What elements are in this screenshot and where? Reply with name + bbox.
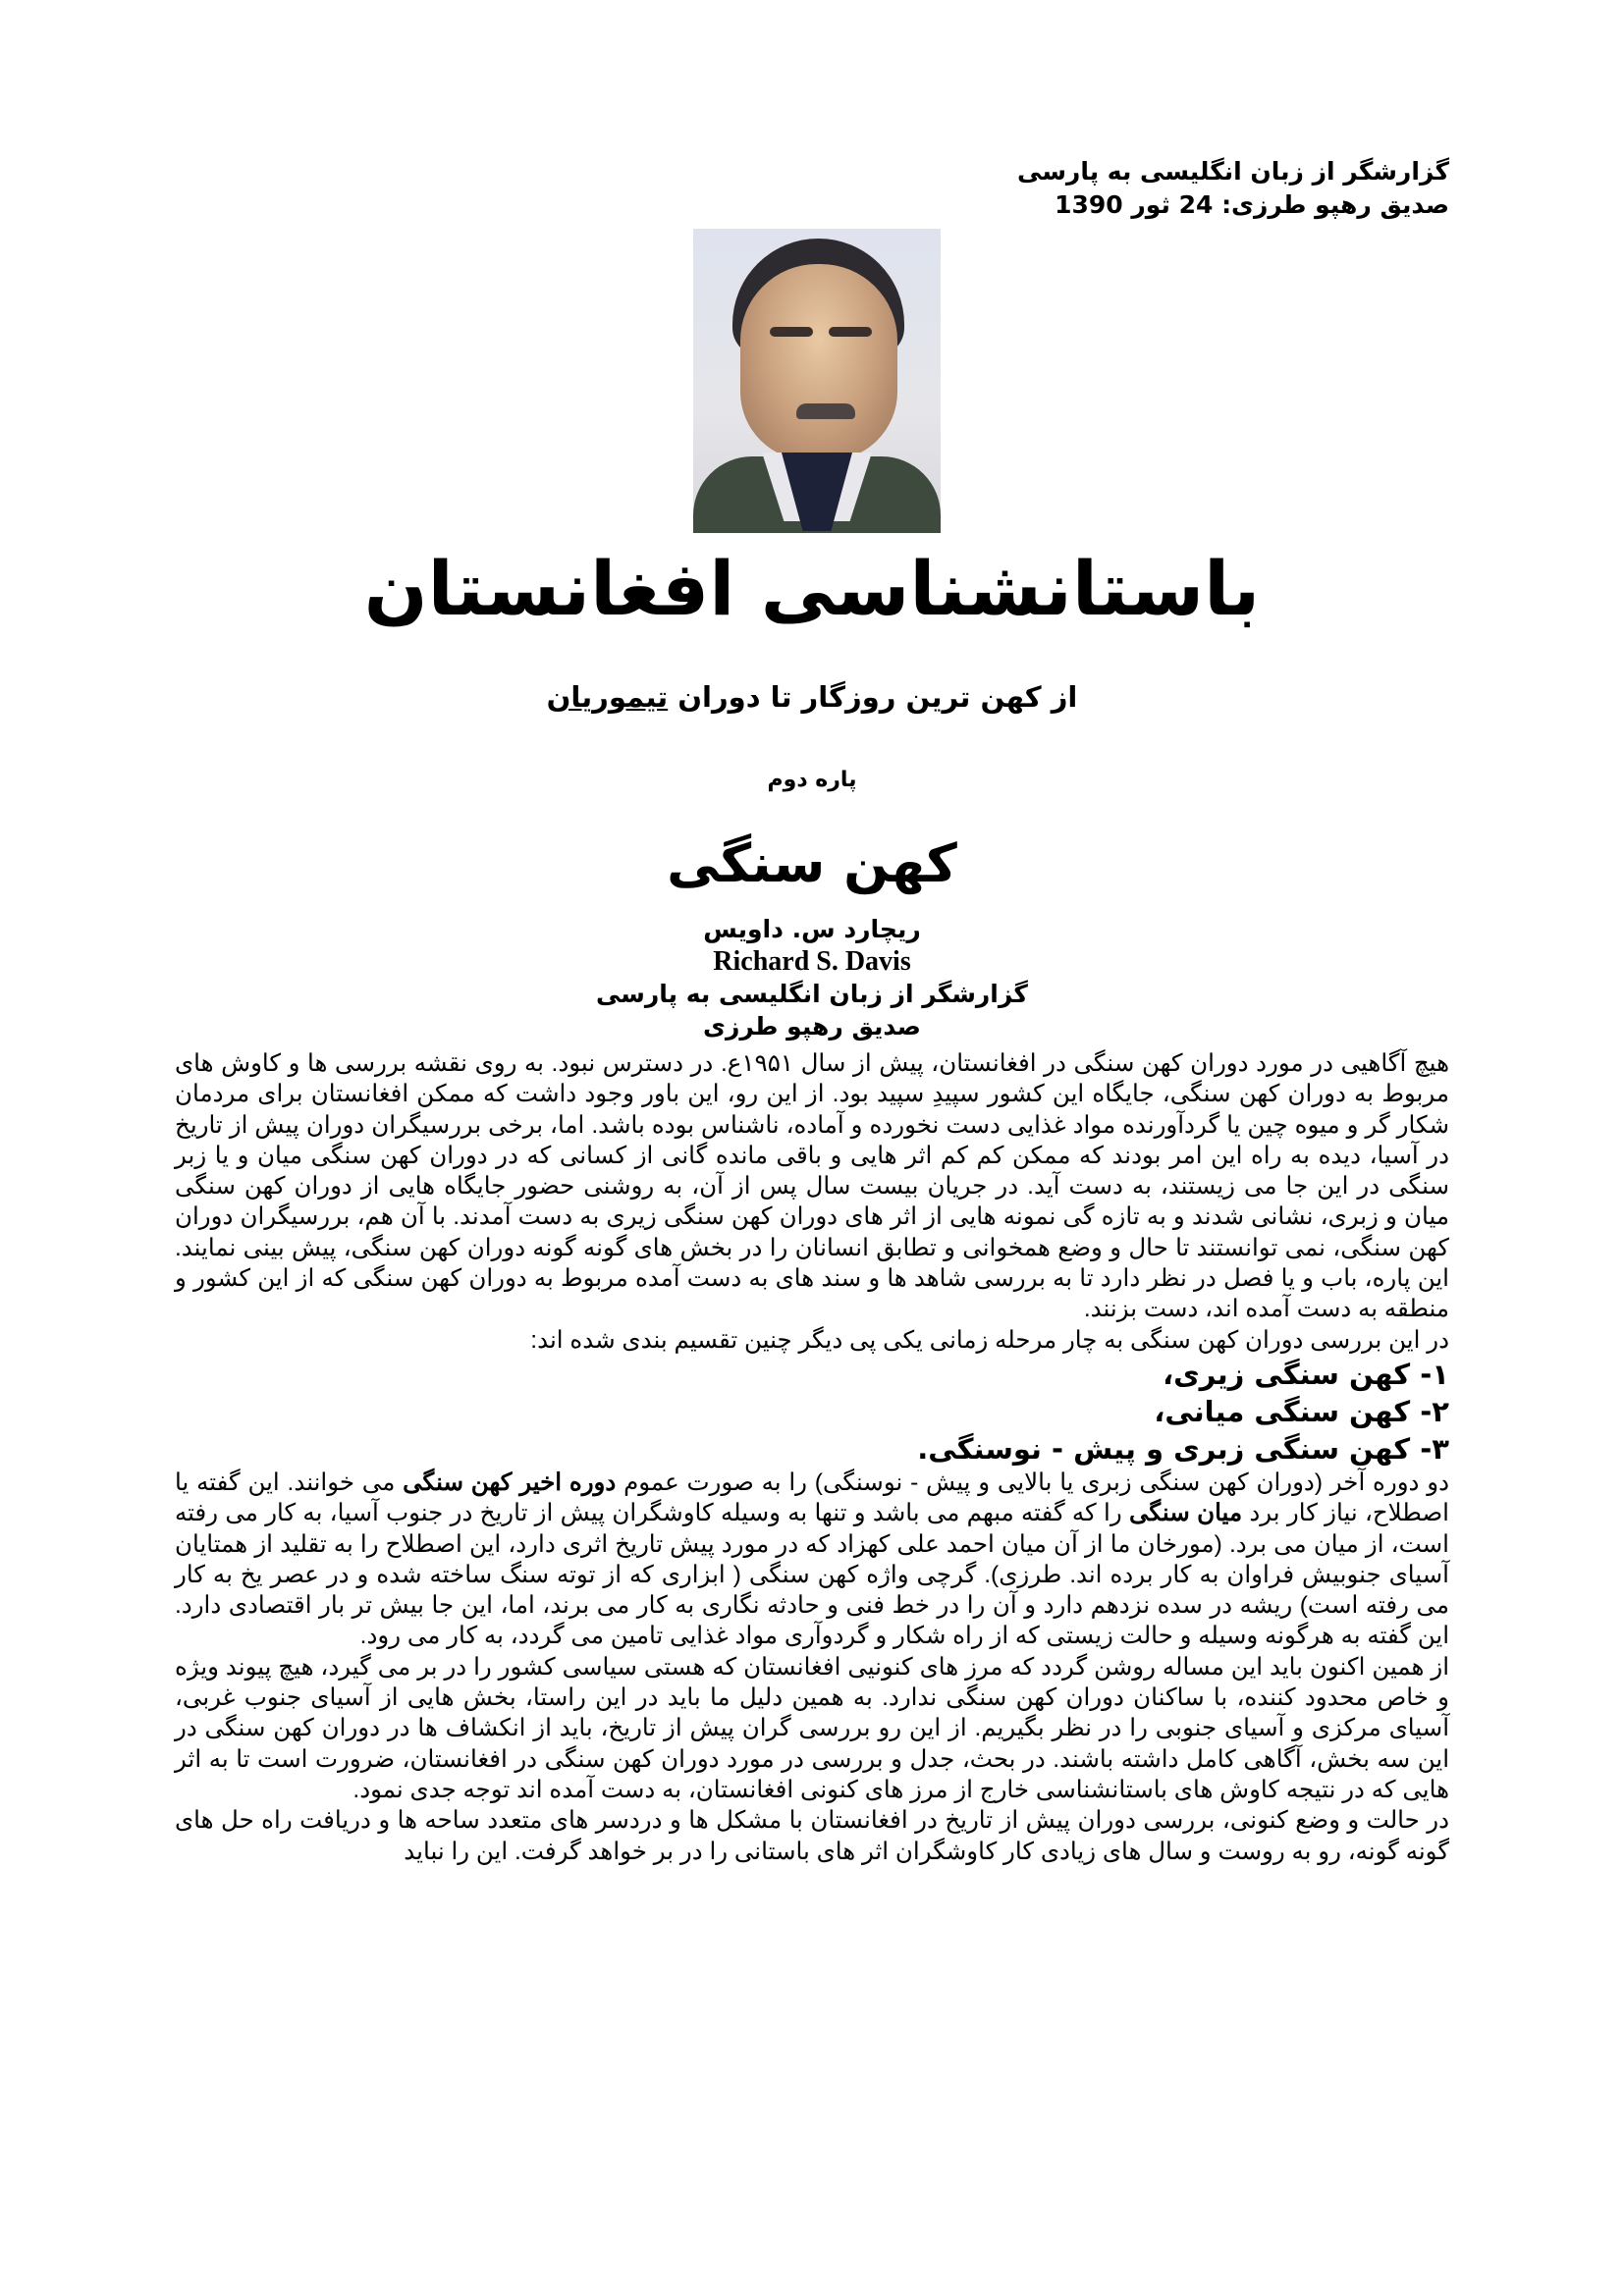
paragraph-3-part-b: می خوانند. این گفته یا اصطلاح، نیاز کار برد [175, 1468, 1449, 1527]
article-body [175, 1048, 1449, 1867]
subtitle-underlined: تیموریان [546, 680, 669, 714]
photo-mustache [796, 403, 855, 419]
author-photo [693, 229, 941, 533]
page-title: باستانشناسی افغانستان [363, 545, 1261, 632]
paragraph-4: از همین اکنون باید این مساله روشن گردد که مرز های کنونیی افغانستان که هستی سیاسی کشور را در بر می گیرد، هیچ پیوند ویژه و خاص محدود کننده، با ساکنان دوران کهن سنگی ندارد. به همین دلیل ما باید در این راستا، بخش هایی از آسیای جنوب غربی، آسیای مرکزی و آسیای جنوبی را در نظر بگیریم. از این رو بررسی گران پیش از تاریخ، باید از انکشاف ها در دوران کهن سنگی در این سه بخش، آگاهی کامل داشته باشند. در بحث، جدل و بررسی در مورد دوران کهن سنگی در افغانستان، ضرورت است تا به اثر هایی که در نتیجه کاوش های باستانشناسی خارج از مرز های کنونی افغانستان، به دست آمده اند توجه جدی نمود. [175, 1653, 1449, 1803]
translator-header [1017, 155, 1449, 222]
list-item: ۳- کهن سنگی زبری و پیش - نوسنگی. [917, 1431, 1449, 1466]
section-title: کهن سنگی [667, 832, 957, 894]
photo-left-brow [770, 327, 813, 337]
part-label: پاره دوم [767, 768, 857, 792]
list-item: ۱- کهن سنگی زیری، [1163, 1357, 1449, 1391]
paragraph-1: هیچ آگاهیی در مورد دوران کهن سنگی در افغانستان، پیش از سال ۱۹۵۱ع. در دسترس نبود. به روی نقشه بررسی ها و کاوش های مربوط به دوران کهن سنگی، جایگاه این کشور سپیدِ سپید بود. از این رو، این باور وجود داشت که ممکن افغانستان برای مردمان شکار گر و میوه چین یا گردآورنده مواد غذایی دست نخورده و آماده، ناشناس بوده باشد. اما، برخی بررسیگران دوران پیش از تاریخ در آسیا، دیده به راه این امر بودند که ممکن کم کم اثر هایی و باقی مانده گانی از کسانی که در دوران کهن سنگی میان و یا زبر سنگی در این جا می زیستند، به دست آید. در جریان بیست سال پس از آن، به روشنی حضور جایگاه هایی از دوران کهن سنگی میان و زبری، نشانی شدند و به تازه گی نمونه هایی از اثر های دوران کهن سنگی زیری به دست آمدند. با آن هم، بررسیگران دوران کهن سنگی، نمی توانستند تا حال و وضع همخوانی و تطابق انسانان را در بخش های گونه گونه دوران کهن سنگی، پیش بینی نمایند. این پاره، باب و یا فصل در نظر دارد تا به بررسی شاهد ها و سند های به دست آمده مربوط به دوران کهن سنگی که از این کشور و منطقه به دست آمده اند، دست بزنند. [175, 1050, 1449, 1323]
subtitle-prefix: از کهن ترین روزگار تا دوران [668, 680, 1078, 714]
paragraph-2: در این بررسی دوران کهن سنگی به چار مرحله زمانی یکی پی دیگر چنین تقسیم بندی شده اند: [530, 1326, 1449, 1354]
paragraph-3-bold-1: دوره اخیر کهن سنگی [403, 1468, 617, 1496]
author-name-en: Richard S. Davis [713, 946, 911, 977]
translator-name: صدیق رهپو طرزی [703, 1012, 921, 1041]
paragraph-3-bold-2: میان سنگی [1128, 1500, 1243, 1527]
photo-face [740, 264, 897, 460]
page-subtitle [0, 677, 1624, 717]
paragraph-3-part-a: دو دوره آخر (دوران کهن سنگی زبری یا بالایی و پیش - نوسنگی) را به صورت عموم [616, 1468, 1449, 1496]
byline [0, 913, 1624, 1042]
translator-name-date: صدیق رهپو طرزی: 24 ثور 1390 [1055, 190, 1449, 219]
paragraph-3 [175, 1468, 1449, 1652]
translator-role: گزارشگر از زبان انگلیسی به پارسی [596, 980, 1028, 1008]
author-name-fa: ریچارد س. داویس [703, 915, 921, 943]
paragraph-3-part-c: را که گفته مبهم می باشد و تنها به وسیله کاوشگران پیش از تاریخ در جنوب آسیا، به کار می رفته است، از میان می برد. (مورخان ما از آن میان احمد علی کهزاد که در مورد پیش تاریخ اثری دارد، این اصطلاح را به تقلید از همتایان آسیای جنوبیش فراوان به کار برده اند. طرزی). گرچی واژه کهن سنگی ( ابزاری که از توته سنگ ساخته شده و در عصر یخ به کار می رفته است) ریشه در سده نزدهم دارد و آن را در خط فنی و حادثه نگاری به کار می برند، اما، این جا بیش تر بار اقتصادی دارد. این گفته به هرگونه وسیله و حالت زیستی که از راه شکار و گردوآری مواد غذایی تامین می گردد، به کار می رود. [175, 1500, 1449, 1650]
translator-credit: گزارشگر از زبان انگلیسی به پارسی [1017, 157, 1449, 186]
paragraph-5: در حالت و وضع کنونی، بررسی دوران پیش از تاریخ در افغانستان با مشکل ها و دردسر های متعدد ساحه ها و دریافت راه حل های گونه گونه، رو به روست و سال های زیادی کار کاوشگران اثر های باستانی را در بر خواهد گرفت. این را نباید [175, 1807, 1449, 1865]
list-item: ۲- کهن سنگی میانی، [1154, 1394, 1449, 1428]
photo-right-brow [829, 327, 872, 337]
